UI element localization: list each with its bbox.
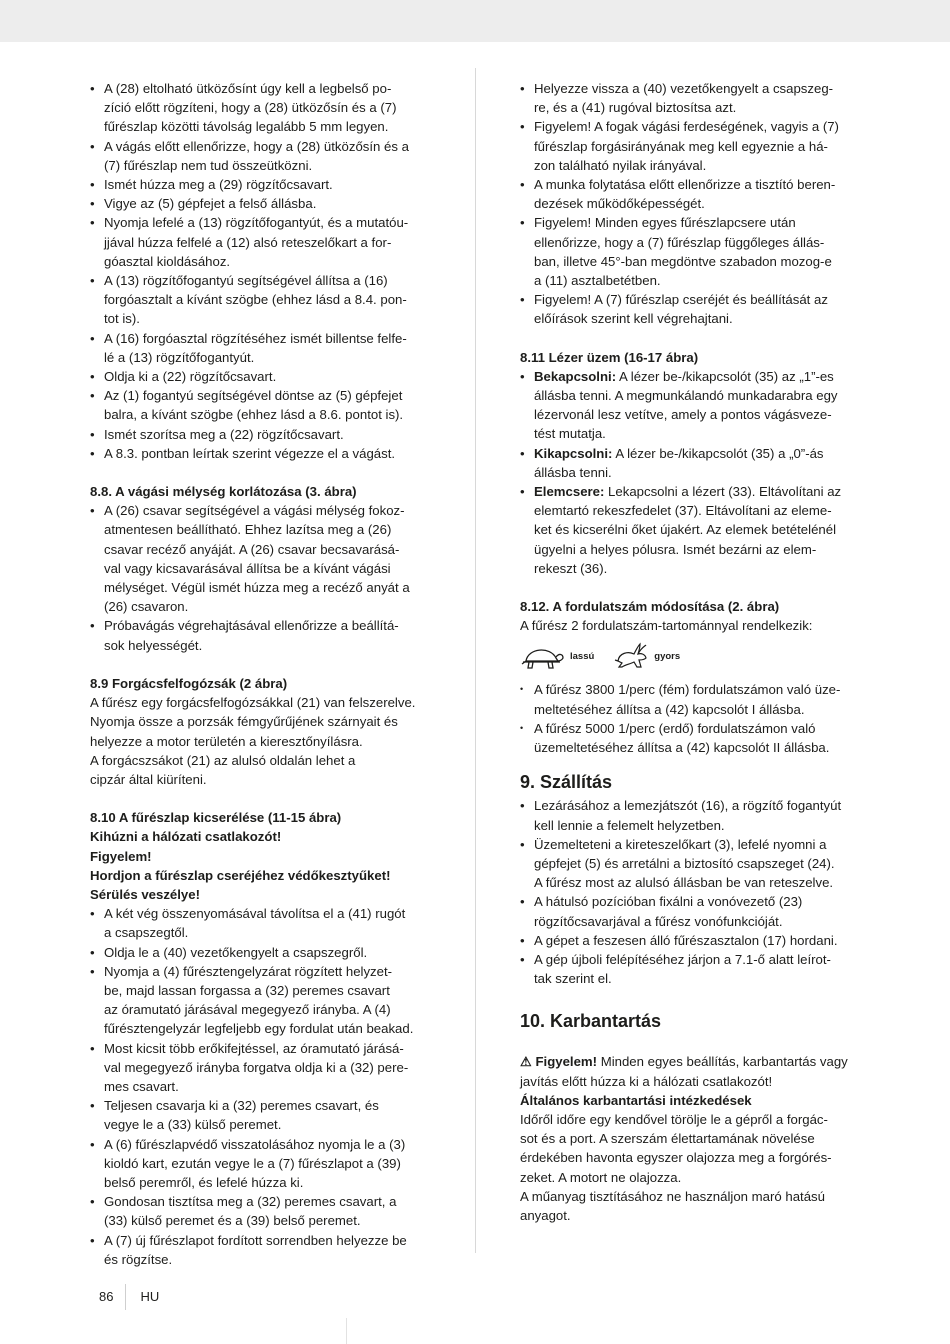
list-item-line: A (7) új fűrészlapot fordított sorrendben helyezze be [104,1232,407,1248]
paragraph-dust-bag [90,693,430,789]
page-number: 86 [99,1289,114,1304]
list-item-line: A fűrész 5000 1/perc (erdő) fordulatszámon való [534,720,816,736]
fast-label: gyors [654,650,681,662]
list-item [520,931,862,950]
list-item [90,367,430,386]
list-item [90,194,430,213]
list-item [90,501,430,616]
list-item [90,1096,430,1134]
list-item [520,444,862,482]
list-item-line: Oldja le a (40) vezetőkengyelt a csapszegről. [104,944,368,960]
list-item-line: Ismét húzza meg a (29) rögzítőcsavart. [104,177,333,193]
list-item-line: belső peremről, és lefelé húzza ki. [104,1174,304,1190]
list-item-line: tést mutatja. [534,426,606,442]
list-item [520,950,862,988]
list-item-line: dezések működőképességét. [534,196,705,212]
list-item-line: (26) csavaron. [104,599,189,615]
list-item-line: ket és kicserélni őket újakért. Az elemek betételénél [534,522,837,538]
list-item [90,904,430,942]
list-blade-change [90,904,430,1269]
text-line: A műanyag tisztításához ne használjon maró hatású [520,1188,825,1204]
list-item-line: zon található nyilak irányával. [534,157,707,173]
heading-8-10: 8.10 A fűrészlap kicserélése (11-15 ábra) [90,810,342,826]
text-line: A fűrész egy forgácsfelfogózsákkal (21) van felszerelve. [90,695,416,711]
list-item-line: A lézer be-/kikapcsolót (35) az „1”-es [616,368,834,384]
heading-8-9: 8.9 Forgácsfelfogózsák (2 ábra) [90,675,288,691]
list-item [520,719,862,757]
list-transport [520,796,862,988]
list-item-line: A (13) rögzítőfogantyú segítségével állítsa a (16) [104,273,388,289]
list-item [90,137,430,175]
list-item [90,616,430,654]
text-line: sot és a port. A szerszám élettartamának növelése [520,1131,815,1147]
list-item-line: Az (1) fogantyú segítségével döntse az (5) gépfejet [104,388,403,404]
list-item [90,962,430,1039]
column-divider [475,68,476,1253]
text-line: Hordjon a fűrészlap cseréjéhez védőkesztyűket! [90,867,391,883]
list-item-line: a (11) asztalbetétben. [534,273,661,289]
list-item-line: ellenőrizze, hogy a (7) fűrészlap függőleges állás- [534,234,825,250]
list-item-line: (33) külső peremet és a (39) belső peremet. [104,1213,361,1229]
list-item-line: zíció előtt rögzíteni, hogy a (28) ütközősín és a (7) [104,100,397,116]
list-item-line: gépfejet (5) és arretálni a biztosító csapszeget (24). [534,855,835,871]
text-line: anyagot. [520,1207,571,1223]
heading-8-8: 8.8. A vágási mélység korlátozása (3. ábra) [90,484,357,500]
list-item-line: az óramutató járásával megegyező irányba. A (4) [104,1002,391,1018]
list-item-line: A két vég összenyomásával távolítsa el a (41) rugót [104,906,406,922]
list-item-line: A (28) eltolható ütközősínt úgy kell a legbelső po- [104,81,392,96]
list-item-line: Próbavágás végrehajtásával ellenőrizze a beállítá- [104,618,399,634]
list-item-line: ügyelni a helyes pólusra. Ismét bezárni az elem- [534,541,817,557]
list-item-line: sok helyességét. [104,637,203,653]
list-item [90,329,430,367]
warning-label: ⚠ Figyelem! [520,1054,598,1070]
list-item-label: Kikapcsolni: [534,445,613,461]
list-item [90,425,430,444]
list-item-line: elemtartó rekeszfedelet (37). Eltávolítani az eleme- [534,503,832,519]
list-item-line: A (26) csavar segítségével a vágási mélység fokoz- [104,503,405,519]
heading-9: 9. Szállítás [520,772,613,793]
list-item-line: A fűrész 3800 1/perc (fém) fordulatszámon való üze- [534,682,841,698]
list-item-line: re, és a (41) rugóval biztosítsa azt. [534,100,737,116]
text-line: zeket. A motort ne olajozza. [520,1169,682,1185]
left-column [90,79,430,1269]
list-item-label: Elemcsere: [534,484,605,500]
list-item-line: Figyelem! A fogak vágási ferdeségének, vagyis a (7) [534,119,839,135]
list-item-line: Gondosan tisztítsa meg a (32) peremes csavart, a [104,1194,397,1210]
list-item-line: előírások szerint kell végrehajtani. [534,311,733,327]
list-item-line: fűrészlap forgásirányának meg kell egyeznie a há- [534,138,828,154]
list-item-line: lé a (13) rögzítőfogantyút. [104,349,255,365]
language-code: HU [140,1289,160,1304]
list-item-line: lézervonál lesz vetítve, amely a pontos vágásveze- [534,407,832,423]
list-item-line: Lezárásához a lemezjátszót (16), a rögzítő fogantyút [534,798,842,814]
list-item [90,1135,430,1193]
list-item [520,892,862,930]
list-item-line: rögzítőcsavarjával a fűrész vonófunkcióját. [534,913,783,929]
list-item-line: mélységet. Végül ismét húzza meg a recéző anyát a [104,580,410,596]
footer-divider [125,1284,126,1310]
list-item-line: csavar recéző anyáját. A (26) csavar becsavarásá- [104,541,400,557]
list-item [90,1039,430,1097]
list-item-line: góasztal kioldásához. [104,253,231,269]
list-item [520,175,862,213]
list-speed-settings [520,680,862,757]
list-item [520,796,862,834]
list-item-line: Figyelem! A (7) fűrészlap cseréjét és beállítását az [534,292,828,308]
list-item-line: A gép újboli felépítéséhez járjon a 7.1-ő alatt leírot- [534,951,831,967]
list-item [520,290,862,328]
list-item-line: és rögzítse. [104,1251,173,1267]
list-item [90,1231,430,1269]
list-item [520,213,862,290]
list-item [520,680,862,718]
list-item-line: kell lennie a felemelt helyzetben. [534,817,725,833]
list-item-line: Nyomja a (4) fűrésztengelyzárat rögzített helyzet- [104,963,393,979]
list-item-line: üzemeltetéséhez állítsa a (42) kapcsolót II állásba. [534,740,830,756]
list-item-line: Nyomja lefelé a (13) rögzítőfogantyút, és a mutatóu- [104,215,409,231]
text-line: érdekében havonta egyszer olajozza meg a forgórés- [520,1150,832,1166]
heading-10: 10. Karbantartás [520,1011,662,1032]
list-item-line: val vagy kicsavarásával állítsa be a kívánt vágási [104,560,391,576]
heading-general-maintenance: Általános karbantartási intézkedések [520,1092,752,1108]
list-item-line: (7) fűrészlap nem tud összeütközni. [104,157,313,173]
list-item-line: fűrésztengelyzár legfeljebb egy fordulat után beakad. [104,1021,414,1037]
list-item-line: mes csavart. [104,1078,179,1094]
list-item-line: jjával húzza felfelé a (12) alsó reteszelőkart a for- [104,234,392,250]
list-item [90,175,430,194]
list-item [520,117,862,175]
turtle-icon [520,641,564,671]
list-item-line: A gépet a feszesen álló fűrészasztalon (17) hordani. [534,932,838,948]
list-item-line: forgóasztalt a kívánt szögbe (ehhez lásd a 8.4. pon- [104,292,407,308]
text-line: javítás előtt húzza ki a hálózati csatlakozót! [520,1073,773,1089]
list-item [90,213,430,271]
list-item-line: Üzemelteteni a kireteszelőkart (3), lefelé nyomni a [534,836,827,852]
list-blade-refit [520,79,862,329]
list-item-line: Lekapcsolni a lézert (33). Eltávolítani az [604,484,842,500]
list-item-line: Helyezze vissza a (40) vezetőkengyelt a csapszeg- [534,81,834,96]
text-line: Kihúzni a hálózati csatlakozót! [90,829,282,845]
list-item-line: balra, a kívánt szögbe (ehhez lásd a 8.6. pontot is). [104,407,404,423]
list-item-line: kioldó kart, ezután vegye le a (7) fűrészlapot a (39) [104,1155,401,1171]
list-item-line: Teljesen csavarja ki a (32) peremes csavart, és [104,1098,379,1114]
text-line: cipzár által kiüríteni. [90,771,207,787]
list-item [90,79,430,137]
crop-mark [346,1318,347,1344]
top-bar [0,0,950,42]
maintenance-warning [520,1052,862,1090]
slow-label: lassú [570,650,595,662]
heading-8-11: 8.11 Lézer üzem (16-17 ábra) [520,349,699,365]
list-item-line: A 8.3. pontban leírtak szerint végezze el a vágást. [104,445,396,461]
list-item-line: fűrészlap közötti távolság legalább 5 mm legyen. [104,119,389,135]
right-column [520,79,862,1225]
text-line: Sérülés veszélye! [90,886,200,902]
list-item-line: állásba tenni. [534,464,612,480]
list-item-line: meltetéséhez állítsa a (42) kapcsolót I állásba. [534,701,805,717]
list-item-line: állásba tenni. A megmunkálandó munkadarabra egy [534,388,838,404]
speed-legend [520,638,862,674]
list-item-line: Vigye az (5) gépfejet a felső állásba. [104,196,317,212]
list-item-line: vegye le a (33) külső peremet. [104,1117,282,1133]
list-item-line: tak szerint el. [534,971,612,987]
list-item-line: tot is). [104,311,140,327]
list-item-line: A (16) forgóasztal rögzítéséhez ismét billentse felfe- [104,330,407,346]
text-line: Időről időre egy kendővel törölje le a gépről a forgác- [520,1111,828,1127]
page-footer [99,1284,159,1310]
list-laser [520,367,862,578]
list-item-line: Most kicsit több erőkifejtéssel, az óramutató járásá- [104,1040,404,1056]
text-line: Minden egyes beállítás, karbantartás vagy [597,1054,848,1070]
rabbit-icon [614,641,648,671]
list-item-line: ban, illetve 45°-ban megdöntve szabadon mozog-e [534,253,832,269]
paragraph-maintenance [520,1110,862,1225]
list-item-line: A munka folytatása előtt ellenőrizze a tisztító beren- [534,177,836,193]
paragraph-speed-ranges: A fűrész 2 fordulatszám-tartománnyal rendelkezik: [520,618,813,634]
list-item-line: Figyelem! Minden egyes fűrészlapcsere után [534,215,796,231]
list-depth-limit [90,501,430,655]
list-item-line: Ismét szorítsa meg a (22) rögzítőcsavart. [104,426,344,442]
list-item [520,367,862,444]
list-item [90,271,430,329]
list-item-line: rekeszt (36). [534,560,608,576]
list-item [90,943,430,962]
text-line: A forgácszsákot (21) az alulsó oldalán lehet a [90,752,356,768]
list-item-line: A (6) fűrészlapvédő visszatolásához nyomja le a (3) [104,1136,406,1152]
heading-8-12: 8.12. A fordulatszám módosítása (2. ábra) [520,599,780,615]
warning-block [90,827,430,904]
list-cutting-steps [90,79,430,463]
list-item [90,1192,430,1230]
list-item [520,79,862,117]
list-item-line: A fűrész most az alulsó állásban be van reteszelve. [534,875,834,891]
text-line: Figyelem! [90,848,152,864]
list-item [520,482,862,578]
list-item-line: a csapszegtől. [104,925,189,941]
list-item-line: Oldja ki a (22) rögzítőcsavart. [104,369,277,385]
list-item-line: be, majd lassan forgassa a (32) peremes csavart [104,982,390,998]
text-line: Nyomja össze a porzsák fémgyűrűjének szárnyait és [90,714,398,730]
list-item [520,835,862,893]
list-item [90,386,430,424]
list-item-line: A vágás előtt ellenőrizze, hogy a (28) ütközősín és a [104,138,409,154]
list-item-line: A lézer be-/kikapcsolót (35) a „0”-ás [612,445,824,461]
list-item-line: A hátulsó pozícióban fixálni a vonóvezető (23) [534,894,803,910]
list-item-line: val megegyező irányba forgatva oldja ki a (32) pere- [104,1059,409,1075]
text-line: helyezze a motor területén a kieresztőnyílásra. [90,733,363,749]
list-item [90,444,430,463]
list-item-label: Bekapcsolni: [534,368,617,384]
list-item-line: atmentesen beállítható. Ehhez lazítsa meg a (26) [104,522,392,538]
